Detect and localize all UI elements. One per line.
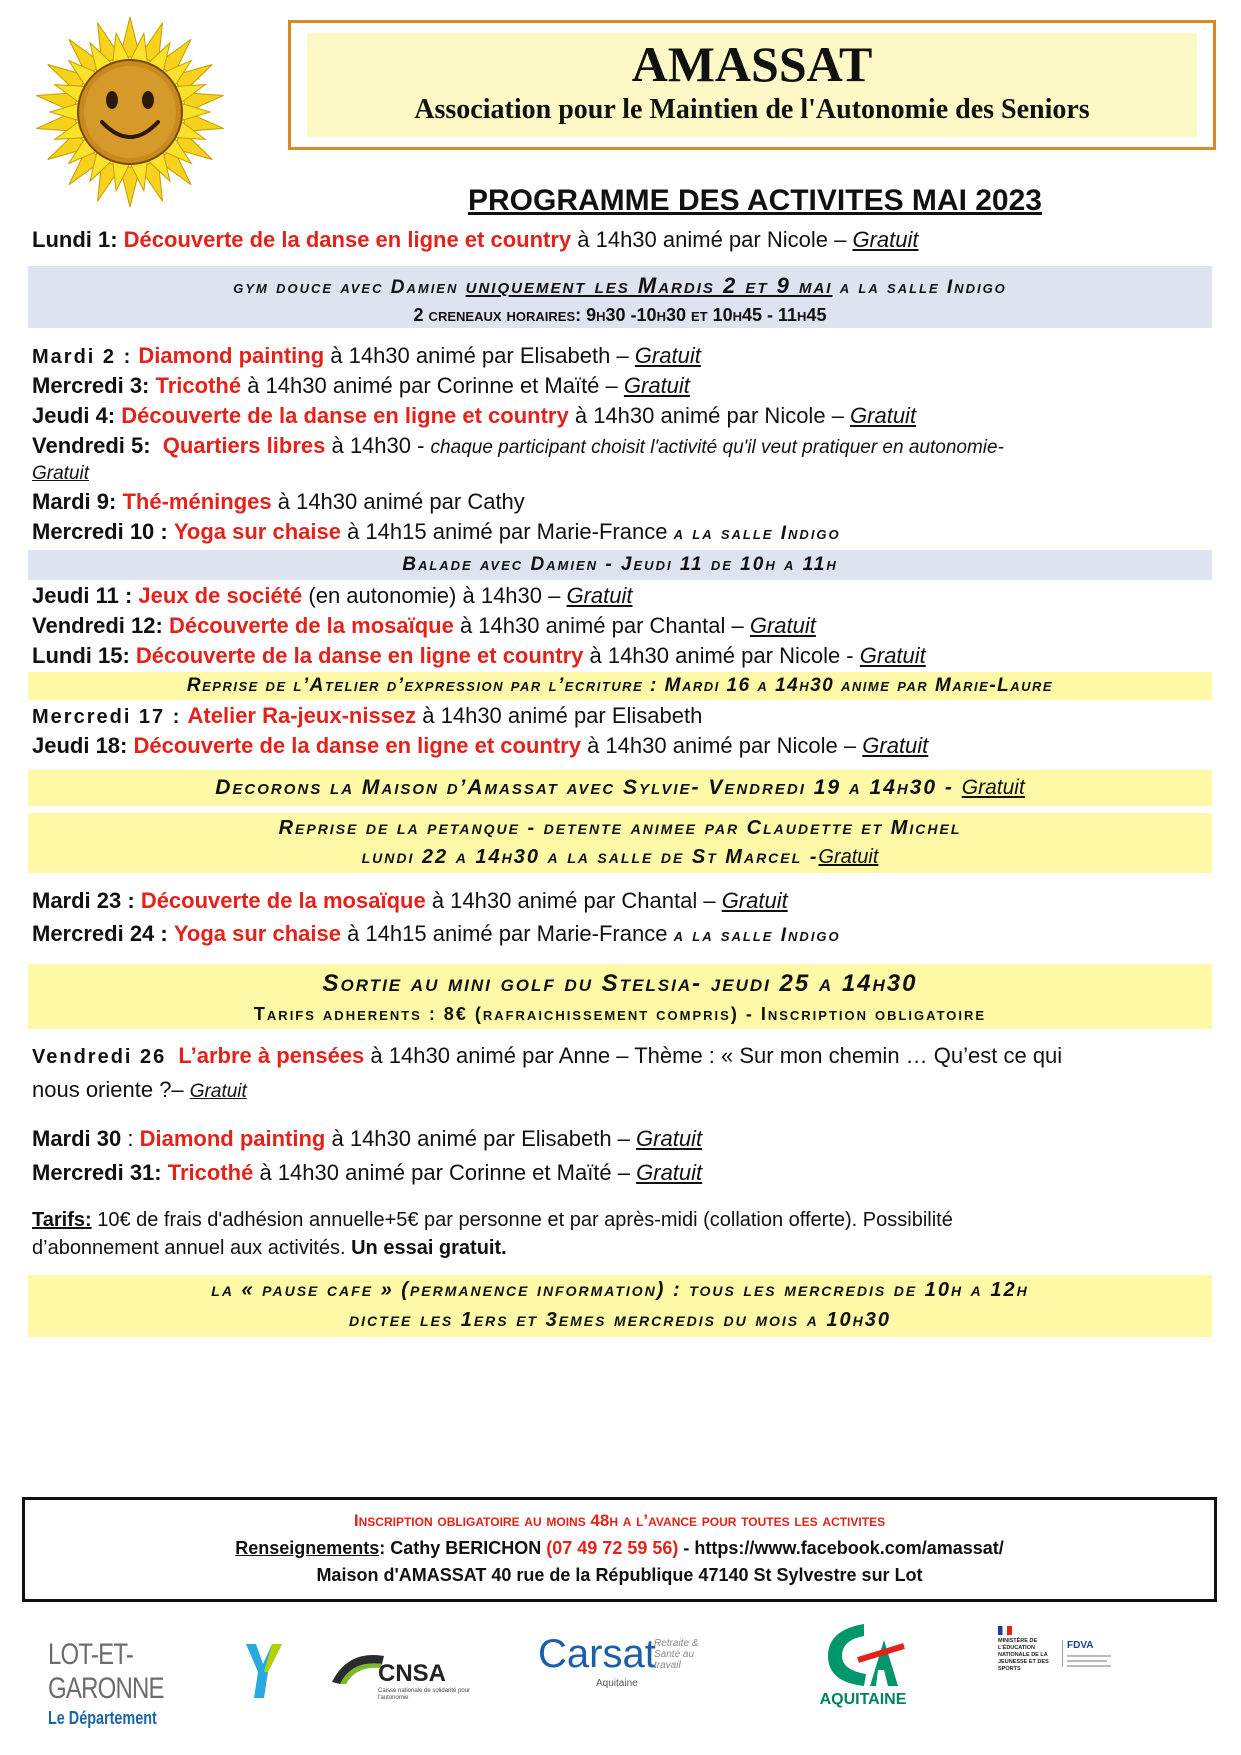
carsat-logo-side: Retraite & Santé au travail — [654, 1638, 699, 1671]
row-activity: Découverte de la mosaïque — [168, 613, 454, 638]
row-activity: Diamond painting — [139, 1126, 326, 1151]
row-day: Lundi 15: — [32, 643, 130, 668]
row-activity: Découverte de la danse en ligne et country — [133, 733, 581, 758]
gratuit-label: Gratuit — [623, 373, 690, 398]
reprise-text: Reprise de l’Atelier d’expression par l’ecriture : Mardi 16 a 14h30 anime par Marie-Laure — [186, 675, 1054, 696]
tarifs-line-2 — [32, 1234, 1213, 1262]
programme-title: PROGRAMME DES ACTIVITES MAI 2023 — [468, 184, 1042, 217]
row-details: à 14h30 - — [325, 433, 431, 458]
activity-row — [32, 1158, 1213, 1188]
gratuit-label: Gratuit — [636, 1160, 703, 1185]
gratuit-label: Gratuit — [721, 888, 788, 913]
row-details: à 14h30 animé par Corinne et Maïté – — [241, 373, 624, 398]
golf-line-1: Sortie au mini golf du Stelsia- jeudi 25 a 14h30 — [322, 970, 918, 997]
tarifs-text-2: d’abonnement annuel aux activités. — [32, 1237, 352, 1259]
row-details: à 14h30 animé par Chantal – — [425, 888, 722, 913]
cnsa-logo-text: CNSA — [378, 1660, 447, 1687]
gratuit-label: Gratuit — [961, 776, 1025, 799]
lot-logo-text: LOT-ET-GARONNE — [48, 1638, 164, 1705]
gratuit-label: Gratuit — [862, 733, 929, 758]
row-day: Mercredi 10 : — [32, 519, 168, 544]
row-day: Mardi 30 — [32, 1126, 122, 1151]
ca-logo-sub: AQUITAINE — [819, 1691, 907, 1708]
footer-info-box — [22, 1497, 1217, 1602]
row-details: à 14h30 animé par Nicole – — [568, 403, 851, 428]
gym-line-1 — [28, 270, 1212, 304]
row-details: à 14h30 animé par Nicole – — [580, 733, 863, 758]
activity-row — [32, 401, 1213, 431]
row-details: à 14h30 animé par Elisabeth – — [324, 343, 635, 368]
ministere-logo — [998, 1626, 1118, 1716]
decor-text: Decorons la Maison d’Amassat avec Sylvie- Vendredi 19 a 14h30 - — [215, 776, 962, 799]
footer-phone: (07 49 72 59 56) — [546, 1538, 679, 1558]
activity-row-cont — [32, 1075, 1213, 1107]
gratuit-label: Gratuit — [859, 643, 926, 668]
row-day: Mardi 2 : — [32, 346, 133, 368]
ministere-logo-text: MINISTÈRE DE L'ÉDUCATION NATIONALE DE LA JEUNESSE ET DES SPORTS — [998, 1638, 1049, 1672]
row-note: chaque participant choisit l'activité qu'il veut pratiquer en autonomie- — [430, 437, 1004, 458]
row-activity: Jeux de société — [138, 583, 303, 608]
row-day: Mercredi 3: — [32, 373, 150, 398]
gym-line-2: 2 creneaux horaires: 9h30 -10h30 et 10h45 - 11h45 — [413, 305, 827, 325]
activity-row — [32, 517, 1213, 549]
row-activity: Découverte de la danse en ligne et country — [135, 643, 584, 668]
activity-row — [32, 919, 1213, 951]
row-details: à 14h30 animé par Elisabeth – — [325, 1126, 637, 1151]
tarifs-text: 10€ de frais d'adhésion annuelle+5€ par personne et par après-midi (collation offerte). Possibilité — [91, 1209, 953, 1231]
gratuit-label: Gratuit — [32, 463, 90, 484]
decor-band — [28, 770, 1212, 806]
footer-contact — [25, 1534, 1214, 1562]
header-box — [288, 20, 1216, 150]
petanque-line-2 — [28, 843, 1212, 871]
carsat-logo-text: Carsat — [538, 1632, 656, 1676]
activity-row — [32, 225, 1213, 255]
footer-url[interactable]: - https://www.facebook.com/amassat/ — [678, 1538, 1004, 1558]
row-activity: Diamond painting — [138, 343, 325, 368]
row-details: à 14h30 animé par Corinne et Maïté – — [253, 1160, 637, 1185]
fdva-logo-text: FDVA — [1067, 1640, 1094, 1651]
gratuit-label: Gratuit — [818, 846, 879, 868]
lot-logo-sub: Le Département — [48, 1708, 157, 1728]
credit-agricole-logo — [808, 1620, 918, 1720]
footer-address: Maison d'AMASSAT 40 rue de la République 47140 St Sylvestre sur Lot — [316, 1565, 923, 1585]
gym-text-b: uniquement les Mardis 2 et 9 mai — [465, 273, 833, 298]
row-day: Mercredi 31: — [32, 1160, 162, 1185]
row-activity: Thé-méninges — [122, 489, 272, 514]
golf-band — [28, 964, 1212, 1029]
gratuit-label: Gratuit — [850, 403, 917, 428]
footer-inscription: Inscription obligatoire au moins 48h a l’avance pour toutes les activites — [353, 1511, 886, 1530]
row-day: Jeudi 18: — [32, 733, 128, 758]
gratuit-label: Gratuit — [749, 613, 816, 638]
row-details: à 14h30 animé par Elisabeth — [416, 703, 703, 728]
petanque-band — [28, 813, 1212, 873]
gratuit-label: Gratuit — [634, 343, 701, 368]
row-activity: Découverte de la danse en ligne et country — [121, 403, 569, 428]
carsat-logo-sub: Aquitaine — [596, 1678, 638, 1689]
row-activity: Tricothé — [155, 373, 242, 398]
gratuit-label: Gratuit — [852, 227, 919, 252]
petanque-line-1: Reprise de la petanque - detente animee par Claudette et Michel — [278, 817, 962, 839]
balade-text: Balade avec Damien - Jeudi 11 de 10h a 11h — [402, 554, 838, 575]
balade-band — [28, 550, 1212, 580]
petanque-text: lundi 22 a 14h30 a la salle de St Marcel - — [361, 846, 819, 868]
row-day: Mercredi 17 : — [32, 706, 182, 728]
row-details: à 14h30 animé par Chantal – — [453, 613, 750, 638]
activity-row — [32, 1124, 1213, 1154]
row-activity: Quartiers libres — [162, 433, 326, 458]
footer-label: Renseignements — [235, 1538, 380, 1558]
gratuit-label: Gratuit — [636, 1126, 703, 1151]
row-day: Mercredi 24 : — [32, 921, 168, 946]
gym-text-a: gym douce avec Damien — [233, 277, 466, 298]
fdva-block — [1062, 1640, 1117, 1667]
sunflower-logo — [18, 14, 243, 214]
row-place: a la salle Indigo — [673, 925, 841, 946]
cnsa-logo-sub: Caisse nationale de solidarité pour l'autonomie — [378, 1688, 471, 1701]
row-day: Mardi 9: — [32, 489, 117, 514]
tarifs-label: Tarifs: — [32, 1209, 92, 1231]
credit-agricole-icon — [818, 1620, 908, 1690]
activity-row — [32, 581, 1213, 611]
row-details: à 14h30 animé par Nicole - — [583, 643, 860, 668]
activity-row — [32, 731, 1213, 761]
row-day: Jeudi 11 : — [32, 583, 133, 608]
row-details: (en autonomie) à 14h30 – — [302, 583, 567, 608]
row-details: à 14h15 animé par Marie-France — [340, 921, 674, 946]
row-day: Vendredi 12: — [32, 613, 169, 638]
row-sep: : — [121, 1126, 140, 1151]
activity-row — [32, 341, 1213, 372]
tarifs-essai: Un essai gratuit. — [351, 1237, 507, 1259]
row-activity: L’arbre à pensées — [178, 1043, 365, 1068]
row-activity: Découverte de la mosaïque — [140, 888, 426, 913]
gym-text-c: a la salle Indigo — [832, 277, 1007, 298]
activity-row-cont — [32, 459, 1213, 489]
row-details: à 14h15 animé par Marie-France — [340, 519, 674, 544]
row-day: Vendredi 5: — [32, 433, 151, 458]
activity-row — [32, 701, 1213, 732]
row-activity: Atelier Ra-jeux-nissez — [187, 703, 417, 728]
row-day: Mardi 23 : — [32, 888, 141, 913]
row-details: à 14h30 animé par Cathy — [271, 489, 525, 514]
page-subtitle: Association pour le Maintien de l'Autonomie des Seniors — [414, 94, 1090, 125]
row-activity: Tricothé — [167, 1160, 254, 1185]
reprise-band — [28, 672, 1212, 700]
activity-row — [32, 1041, 1213, 1072]
row-day: Vendredi 26 — [32, 1046, 167, 1068]
row-details: à 14h30 animé par Nicole – — [571, 227, 853, 252]
row-activity: Yoga sur chaise — [173, 519, 341, 544]
gym-band — [28, 266, 1212, 328]
flag-icon — [998, 1626, 1012, 1635]
row-day: Lundi 1: — [32, 227, 118, 252]
activity-row — [32, 886, 1213, 916]
activity-row — [32, 611, 1213, 641]
golf-line-2: Tarifs adherents : 8€ (rafraichissement compris) - Inscription obligatoire — [253, 1004, 987, 1024]
footer-name: : Cathy BERICHON — [379, 1538, 547, 1558]
activity-row — [32, 641, 1213, 671]
row-activity: Découverte de la danse en ligne et country — [123, 227, 572, 252]
pause-line-1: la « pause cafe » (permanence information) : tous les mercredis de 10h a 12h — [211, 1279, 1029, 1301]
row-day: Jeudi 4: — [32, 403, 116, 428]
lot-et-garonne-logo — [48, 1638, 258, 1728]
y-logo-icon — [244, 1642, 284, 1700]
carsat-logo — [538, 1632, 708, 1702]
cnsa-logo — [328, 1646, 478, 1716]
page-title: AMASSAT — [631, 36, 873, 92]
header-inner — [307, 33, 1197, 137]
row-details: nous oriente ?– — [32, 1077, 190, 1102]
row-place: a la salle Indigo — [673, 523, 841, 544]
activity-row — [32, 487, 1213, 517]
gratuit-label: Gratuit — [189, 1081, 247, 1102]
row-activity: Yoga sur chaise — [173, 921, 341, 946]
activity-row — [32, 371, 1213, 401]
pause-line-2: dictee les 1ers et 3emes mercredis du mois a 10h30 — [349, 1309, 891, 1331]
gratuit-label: Gratuit — [566, 583, 633, 608]
row-details: à 14h30 animé par Anne – Thème : « Sur mon chemin … Qu’est ce qui — [364, 1043, 1063, 1068]
pause-band — [28, 1275, 1212, 1337]
tarifs-line-1 — [32, 1206, 1213, 1234]
